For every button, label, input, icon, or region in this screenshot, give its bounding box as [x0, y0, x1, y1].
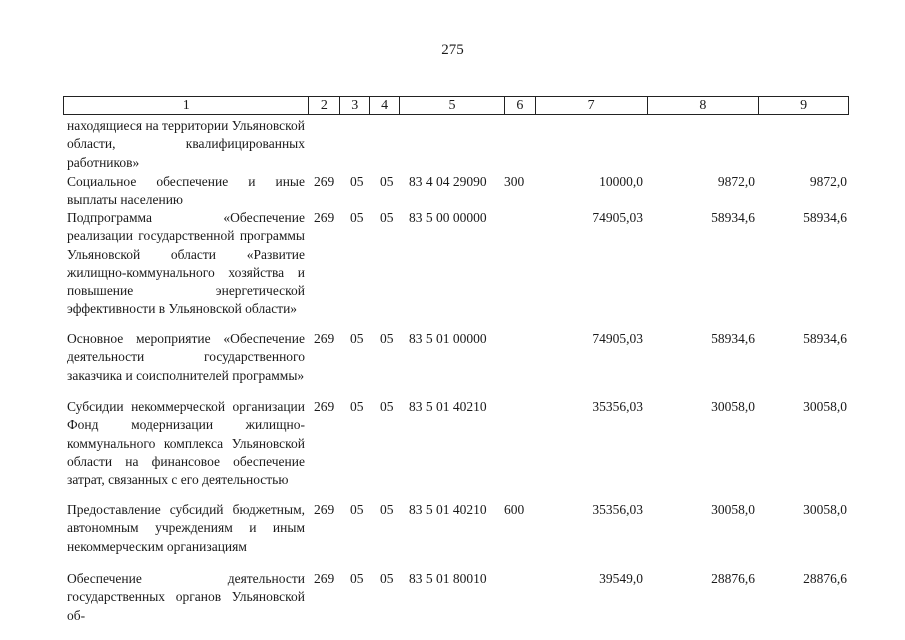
cell-admin-code: 269: [314, 502, 335, 517]
table-row: [0, 398, 905, 501]
cell-section: 05: [350, 502, 364, 517]
table-row: [0, 330, 905, 398]
cell-target-article: 83 4 04 29090: [409, 174, 487, 189]
header-col-9: 9: [800, 98, 808, 113]
cell-amount-col7: 35356,03: [592, 502, 643, 517]
cell-expense-type: 300: [504, 174, 525, 189]
table-body: [0, 117, 905, 623]
row-description: Подпрограмма «Обеспечение реализации государственной программы Ульяновской области «Развитие жилищно-коммунального хозяйства и повышение энергетической эффективности в Ульяновской области»: [67, 210, 305, 317]
cell-amount-col8: 9872,0: [717, 174, 755, 189]
table-row: [0, 501, 905, 570]
cell-section: 05: [350, 174, 364, 189]
table-row: [0, 570, 905, 623]
header-col-7: 7: [536, 97, 648, 114]
cell-admin-code: 269: [314, 399, 335, 414]
row-description: Субсидии некоммерческой организации Фонд модернизации жилищно-коммунального комплекса Ульяновской области на финансовое обеспечение затрат, связанных с его деятельностью: [67, 399, 305, 488]
cell-subsection: 05: [380, 174, 394, 189]
cell-amount-col7: 35356,03: [592, 399, 643, 414]
table-row: [0, 173, 905, 209]
table-row: [0, 209, 905, 330]
cell-subsection: 05: [380, 331, 394, 346]
table-header: [63, 96, 849, 115]
cell-section: 05: [350, 399, 364, 414]
header-col-1: 1: [64, 97, 309, 114]
header-col-2: 2: [309, 97, 340, 114]
page-number: 275: [441, 42, 464, 58]
cell-amount-col8: 58934,6: [711, 331, 755, 346]
row-description: Обеспечение деятельности государственных органов Ульяновской об-: [67, 571, 305, 623]
cell-admin-code: 269: [314, 174, 335, 189]
row-description: Предоставление субсидий бюджетным, автономным учреждениям и иным некоммерческим организациям: [67, 502, 305, 554]
cell-subsection: 05: [380, 571, 394, 586]
cell-amount-col8: 58934,6: [711, 210, 755, 225]
cell-amount-col7: 10000,0: [599, 174, 643, 189]
cell-amount-col9: 30058,0: [803, 502, 847, 517]
cell-amount-col9: 58934,6: [803, 210, 847, 225]
cell-target-article: 83 5 00 00000: [409, 210, 487, 225]
header-col-5: 5: [400, 97, 505, 114]
cell-target-article: 83 5 01 40210: [409, 502, 487, 517]
header-col-3: 3: [340, 97, 370, 114]
cell-amount-col8: 30058,0: [711, 399, 755, 414]
cell-subsection: 05: [380, 502, 394, 517]
cell-amount-col7: 74905,03: [592, 210, 643, 225]
cell-amount-col9: 9872,0: [809, 174, 847, 189]
table-row: [0, 117, 905, 173]
row-description: Социальное обеспечение и иные выплаты населению: [67, 174, 305, 208]
cell-amount-col9: 58934,6: [803, 331, 847, 346]
cell-admin-code: 269: [314, 331, 335, 346]
cell-amount-col9: 30058,0: [803, 399, 847, 414]
cell-section: 05: [350, 571, 364, 586]
cell-expense-type: 600: [504, 502, 525, 517]
header-col-8: 8: [648, 97, 760, 114]
cell-section: 05: [350, 331, 364, 346]
cell-amount-col7: 39549,0: [599, 571, 643, 586]
row-description: находящиеся на территории Ульяновской области, квалифицированных работников»: [67, 118, 305, 170]
cell-target-article: 83 5 01 80010: [409, 571, 487, 586]
cell-target-article: 83 5 01 40210: [409, 399, 487, 414]
cell-admin-code: 269: [314, 210, 335, 225]
cell-amount-col9: 28876,6: [803, 571, 847, 586]
cell-subsection: 05: [380, 399, 394, 414]
cell-admin-code: 269: [314, 571, 335, 586]
header-col-6: 6: [505, 97, 536, 114]
cell-section: 05: [350, 210, 364, 225]
header-col-4: 4: [370, 97, 400, 114]
cell-amount-col8: 28876,6: [711, 571, 755, 586]
row-description: Основное мероприятие «Обеспечение деятельности государственного заказчика и соисполнителей программы»: [67, 331, 305, 383]
cell-amount-col8: 30058,0: [711, 502, 755, 517]
cell-subsection: 05: [380, 210, 394, 225]
cell-target-article: 83 5 01 00000: [409, 331, 487, 346]
cell-amount-col7: 74905,03: [592, 331, 643, 346]
